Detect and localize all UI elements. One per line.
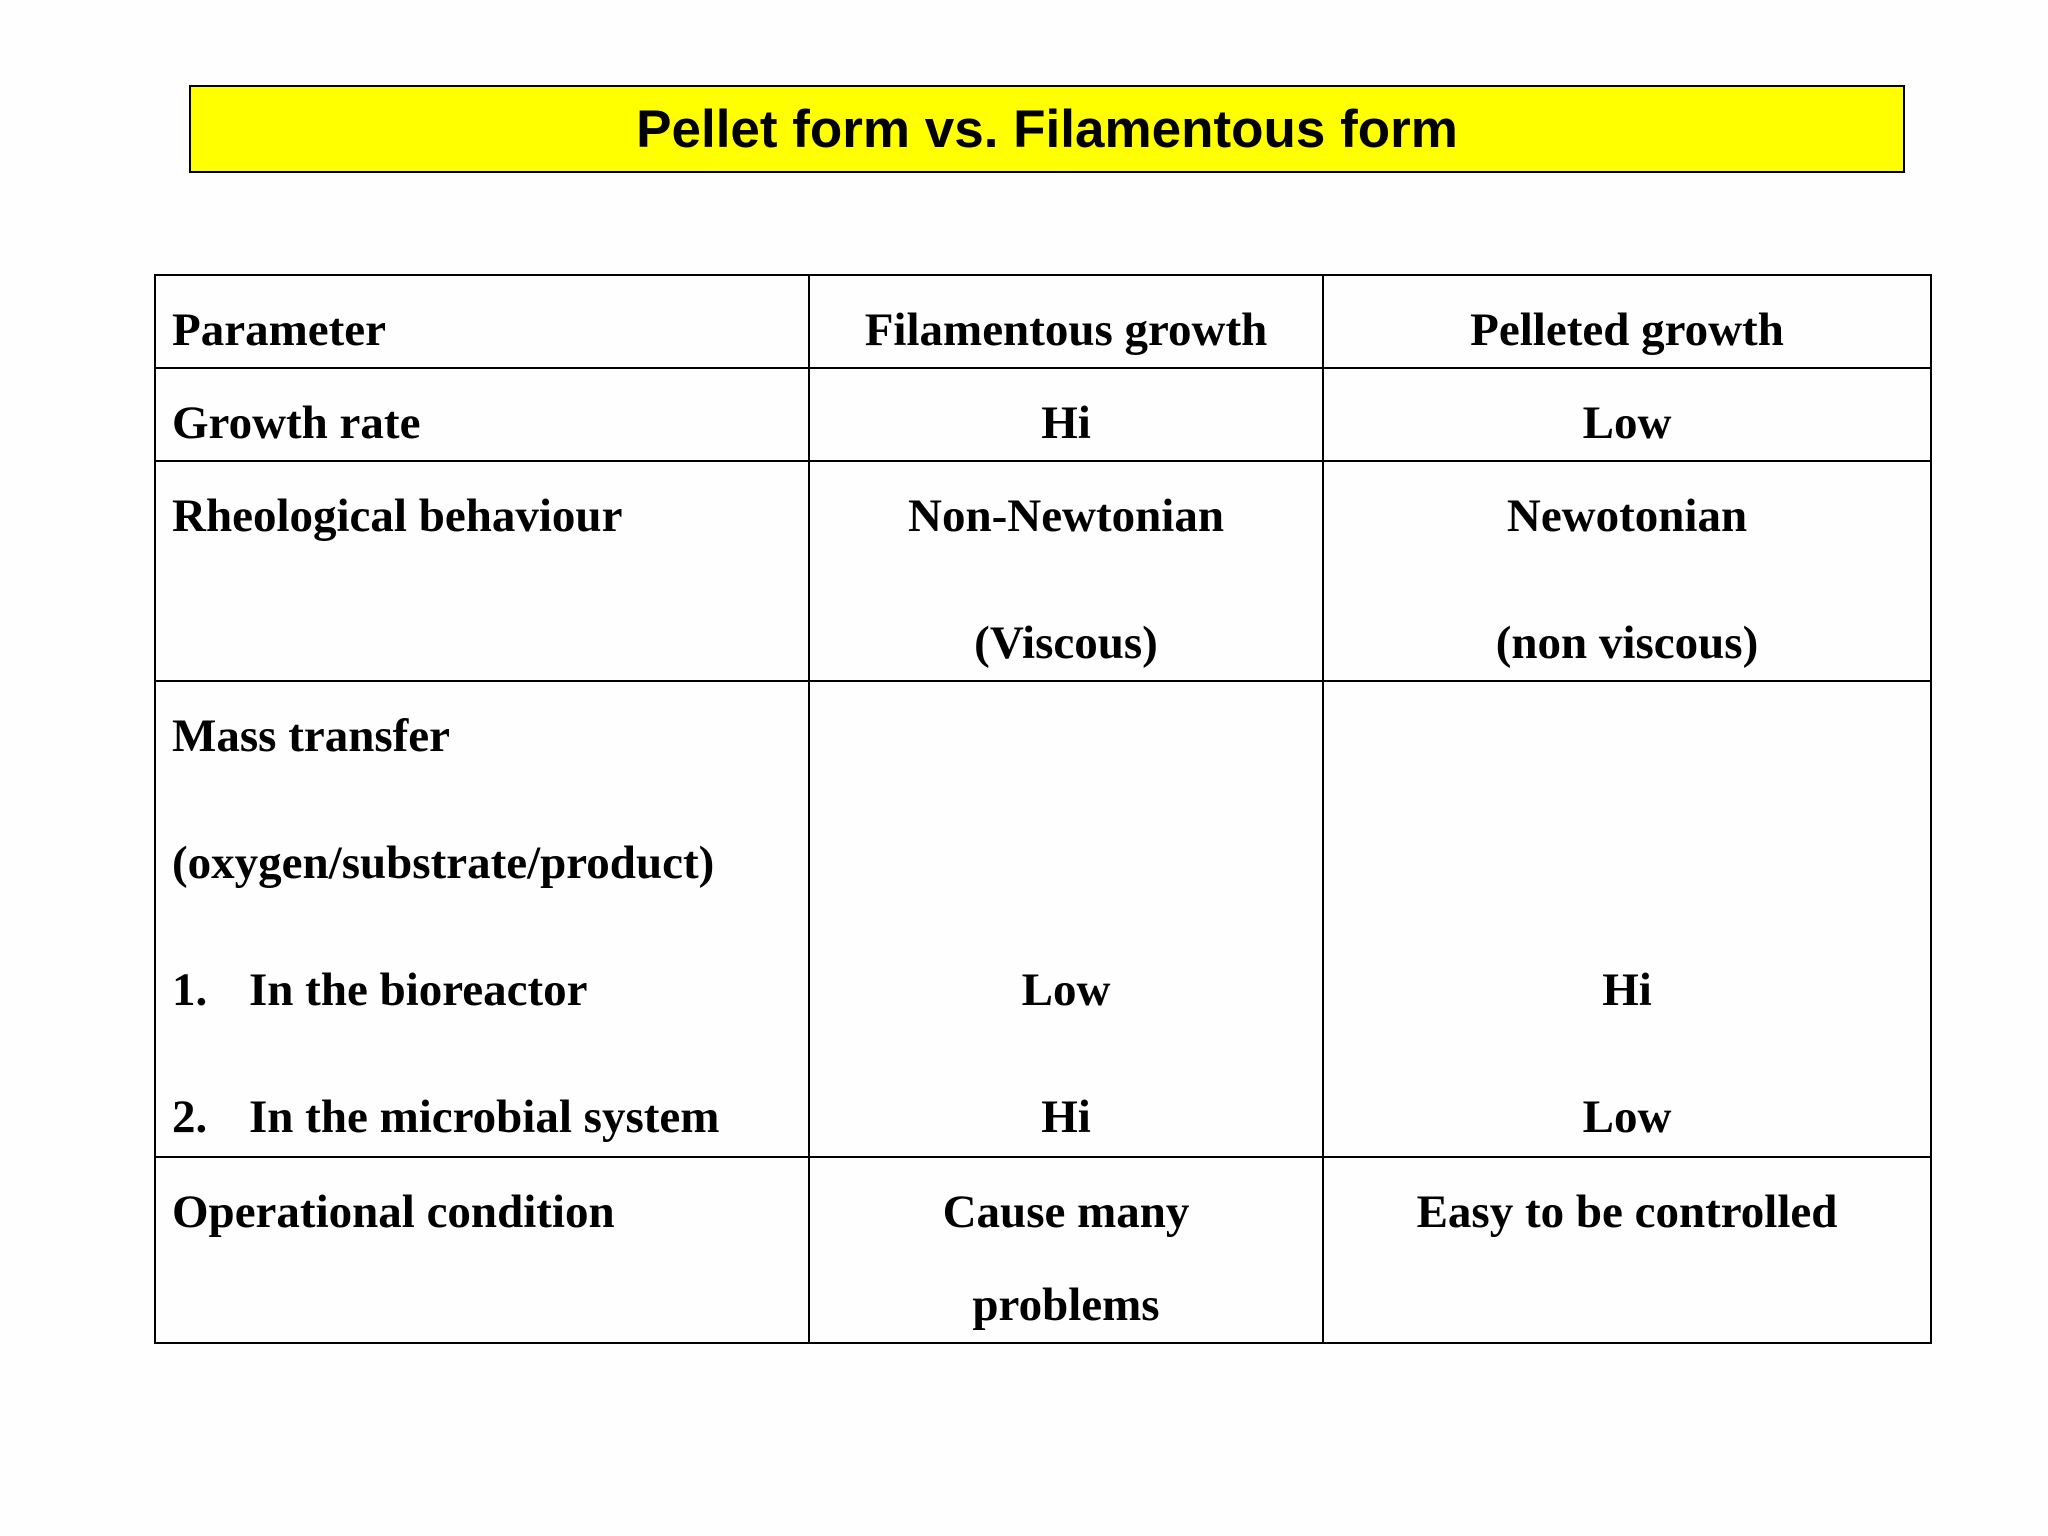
row-label-cell: Rheological behaviour [155, 461, 809, 681]
value-line: Non-Newtonian [908, 490, 1224, 542]
list-item-label: In the bioreactor [249, 964, 588, 1016]
table-row-growth-rate [155, 368, 1931, 461]
list-item-label: In the microbial system [249, 1091, 720, 1143]
value-line: problems [972, 1279, 1160, 1331]
list-item [172, 1089, 792, 1146]
list-number: 2. [172, 1091, 208, 1143]
table-row-rheological [155, 461, 1931, 681]
row-label-cell [155, 681, 809, 1157]
comparison-table [154, 274, 1932, 1344]
value-line: Hi [1041, 1091, 1091, 1143]
pelleted-value-cell: Easy to be controlled [1323, 1157, 1931, 1343]
filamentous-value-cell [809, 681, 1323, 1157]
table-header-row [155, 275, 1931, 368]
header-cell-parameter: Parameter [155, 275, 809, 368]
list-number: 1. [172, 964, 208, 1016]
value-line: Hi [1602, 964, 1652, 1016]
label-line: (oxygen/substrate/product) [172, 837, 715, 889]
row-label-cell: Growth rate [155, 368, 809, 461]
pelleted-value-cell: Low [1323, 368, 1931, 461]
value-line: Cause many [942, 1186, 1190, 1238]
value-line: Low [1582, 1091, 1672, 1143]
filamentous-value-cell [809, 1157, 1323, 1343]
row-label-cell: Operational condition [155, 1157, 809, 1343]
table-row-mass-transfer [155, 681, 1931, 1157]
value-line: (Viscous) [974, 617, 1158, 669]
header-cell-filamentous: Filamentous growth [809, 275, 1323, 368]
filamentous-value-cell: Hi [809, 368, 1323, 461]
table-row-operational [155, 1157, 1931, 1343]
list-item [172, 962, 792, 1089]
value-line: (non viscous) [1495, 617, 1759, 669]
slide-title-text: Pellet form vs. Filamentous form [636, 99, 1458, 159]
value-line: Low [1021, 964, 1111, 1016]
label-line: Mass transfer [172, 710, 451, 762]
pelleted-value-cell [1323, 681, 1931, 1157]
pelleted-value-cell [1323, 461, 1931, 681]
filamentous-value-cell [809, 461, 1323, 681]
header-cell-pelleted: Pelleted growth [1323, 275, 1931, 368]
slide-title [189, 85, 1905, 173]
value-line: Newotonian [1506, 490, 1748, 542]
